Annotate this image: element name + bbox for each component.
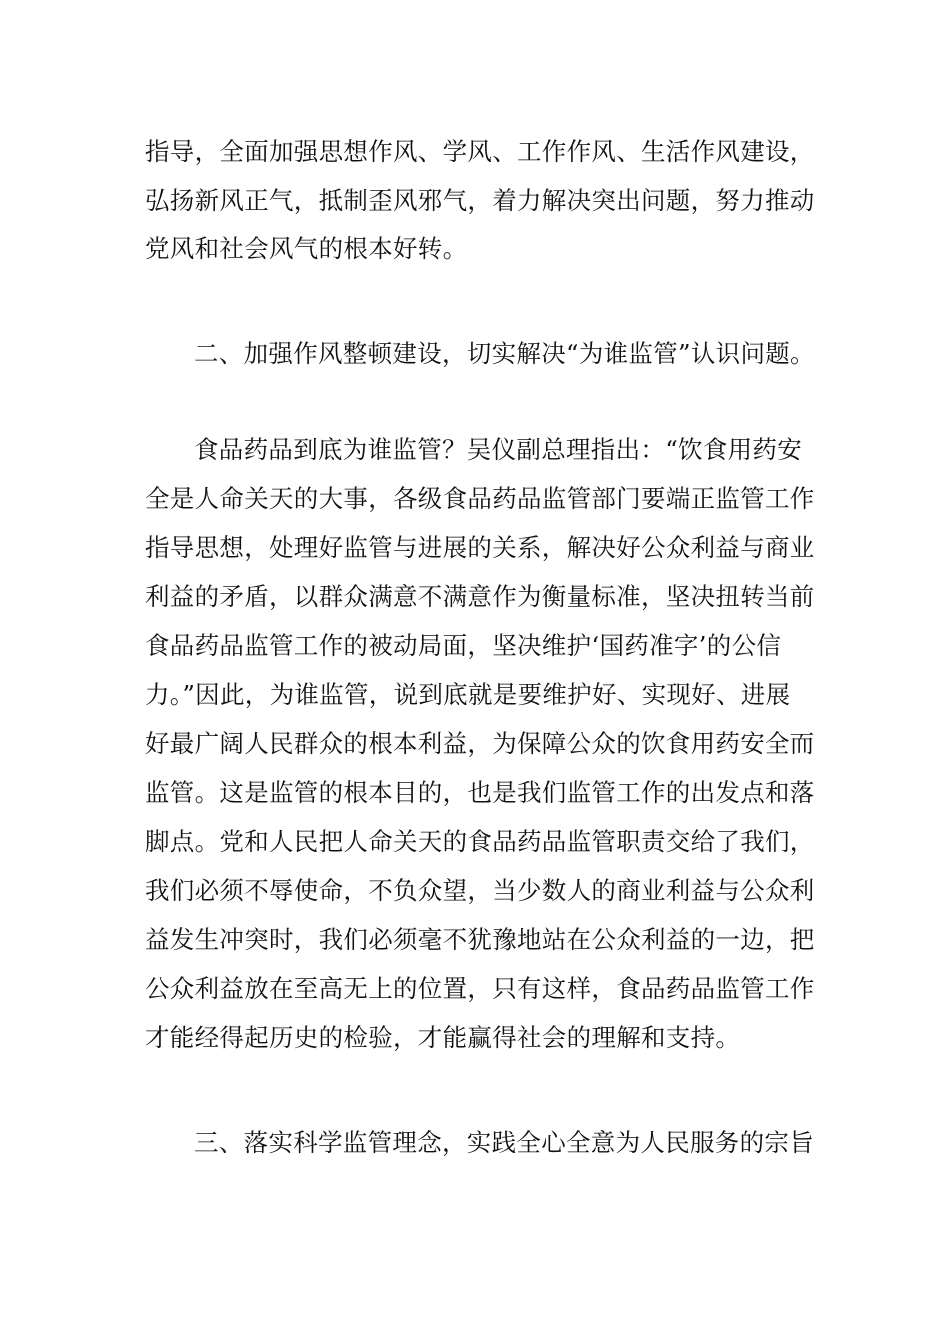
text-line: 我们必须不辱使命，不负众望，当少数人的商业利益与公众利	[145, 876, 815, 905]
text-line: 公众利益放在至高无上的位置，只有这样，食品药品监管工作	[145, 974, 815, 1003]
section-heading-2: 二、加强作风整顿建设，切实解决“为谁监管”认识问题。	[194, 339, 815, 368]
text-line: 指导，全面加强思想作风、学风、工作作风、生活作风建设，	[145, 137, 815, 166]
text-line: 指导思想，处理好监管与进展的关系，解决好公众利益与商业	[145, 533, 815, 562]
text-line: 力。”因此，为谁监管，说到底就是要维护好、实现好、进展	[145, 680, 791, 709]
text-line: 食品药品到底为谁监管？吴仪副总理指出：“饮食用药安	[194, 435, 803, 464]
text-line: 全是人命关天的大事，各级食品药品监管部门要端正监管工作	[145, 484, 815, 513]
text-line: 脚点。党和人民把人命关天的食品药品监管职责交给了我们，	[145, 827, 815, 856]
text-line: 利益的矛盾，以群众满意不满意作为衡量标准，坚决扭转当前	[145, 582, 815, 611]
text-line: 才能经得起历史的检验，才能赢得社会的理解和支持。	[145, 1023, 741, 1052]
section-heading-3: 三、落实科学监管理念，实践全心全意为人民服务的宗旨	[194, 1128, 814, 1157]
text-line: 食品药品监管工作的被动局面，坚决维护‘国药准字’的公信	[145, 631, 782, 660]
text-line: 好最广阔人民群众的根本利益，为保障公众的饮食用药安全而	[145, 729, 815, 758]
text-line: 党风和社会风气的根本好转。	[145, 234, 468, 263]
text-line: 弘扬新风正气，抵制歪风邪气，着力解决突出问题，努力推动	[145, 186, 815, 215]
text-line: 益发生冲突时，我们必须毫不犹豫地站在公众利益的一边，把	[145, 925, 815, 954]
text-line: 监管。这是监管的根本目的，也是我们监管工作的出发点和落	[145, 778, 815, 807]
